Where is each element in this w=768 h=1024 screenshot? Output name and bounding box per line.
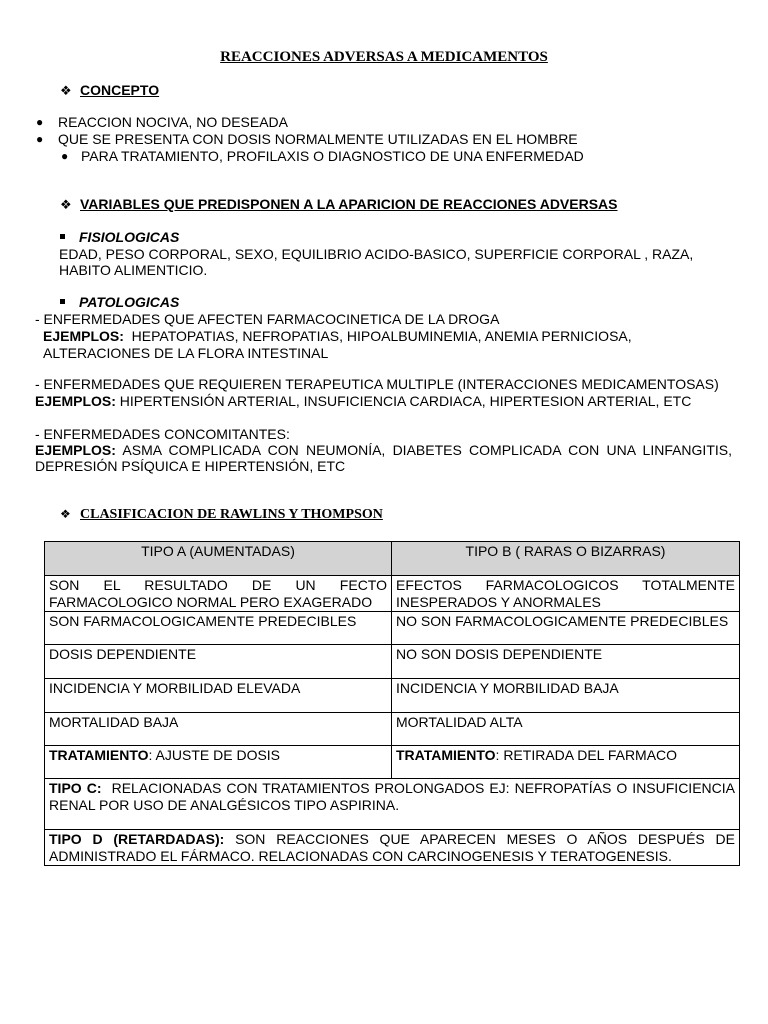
col-header-tipo-a: TIPO A (AUMENTADAS) xyxy=(45,542,392,576)
table-row xyxy=(45,576,740,612)
list-item: QUE SE PRESENTA CON DOSIS NORMALMENTE UTILIZADAS EN EL HOMBRE xyxy=(58,131,578,147)
table-row xyxy=(45,779,740,830)
examples-text: DEPRESIÓN PSÍQUICA E HIPERTENSIÓN, ETC xyxy=(35,458,346,474)
cell-line xyxy=(49,831,735,848)
list-item: PARA TRATAMIENTO, PROFILAXIS O DIAGNOSTICO DE UNA ENFERMEDAD xyxy=(81,148,584,164)
tipo-c-cell xyxy=(45,779,740,830)
tipo-d-cell xyxy=(45,830,740,866)
examples-label: EJEMPLOS: xyxy=(43,328,124,344)
table-cell: NO SON DOSIS DEPENDIENTE xyxy=(392,645,740,679)
concept-heading: CONCEPTO xyxy=(80,82,160,98)
variables-heading: VARIABLES QUE PREDISPONEN A LA APARICION DE REACCIONES ADVERSAS xyxy=(80,196,618,212)
bullet-icon: ● xyxy=(36,115,44,129)
patologicas-item: - ENFERMEDADES QUE AFECTEN FARMACOCINETICA DE LA DROGA xyxy=(35,311,500,327)
patologicas-heading: PATOLOGICAS xyxy=(79,294,180,310)
examples-label: EJEMPLOS: xyxy=(35,442,116,458)
table-row xyxy=(45,645,740,679)
treatment-label: TRATAMIENTO xyxy=(49,747,149,763)
square-bullet-icon xyxy=(60,299,65,304)
cell-line: SON EL RESULTADO DE UN FECTO xyxy=(49,577,387,593)
fisiologicas-heading-row xyxy=(60,229,179,246)
concept-section-heading xyxy=(60,82,159,100)
table-cell xyxy=(45,576,392,612)
tipo-c-label: TIPO C: xyxy=(49,780,102,796)
examples-line xyxy=(35,442,732,459)
cell-line: RENAL POR USO DE ANALGÉSICOS TIPO ASPIRINA. xyxy=(49,796,400,813)
bullet-icon: ● xyxy=(61,149,69,163)
cell-line: INESPERADOS Y ANORMALES xyxy=(396,593,601,610)
treatment-text: : AJUSTE DE DOSIS xyxy=(148,747,281,763)
treatment-label: TRATAMIENTO xyxy=(396,747,496,763)
examples-text: HIPERTENSIÓN ARTERIAL, INSUFICIENCIA CARDIACA, HIPERTESION ARTERIAL, ETC xyxy=(115,393,692,409)
diamond-bullet-icon: ❖ xyxy=(60,507,71,521)
bullet-icon: ● xyxy=(36,132,44,146)
tipo-d-text: SON REACCIONES QUE APARECEN MESES O AÑOS DESPUÉS DE xyxy=(224,831,735,847)
table-row xyxy=(45,746,740,779)
table-cell: SON FARMACOLOGICAMENTE PREDECIBLES xyxy=(45,612,392,645)
examples-line xyxy=(43,328,632,345)
treatment-text: : RETIRADA DEL FARMACO xyxy=(495,747,678,763)
page-title: REACCIONES ADVERSAS A MEDICAMENTOS xyxy=(220,49,548,65)
cell-line: FARMACOLOGICO NORMAL PERO EXAGERADO xyxy=(49,593,373,610)
table-cell xyxy=(392,576,740,612)
examples-text: ASMA COMPLICADA CON NEUMONÍA, DIABETES COMPLICADA CON UNA LINFANGITIS, xyxy=(115,442,732,458)
table-cell xyxy=(392,746,740,779)
cell-line: EFECTOS FARMACOLOGICOS TOTALMENTE xyxy=(396,577,735,593)
table-row xyxy=(45,830,740,866)
patologicas-item: - ENFERMEDADES QUE REQUIEREN TERAPEUTICA MULTIPLE (INTERACCIONES MEDICAMENTOSAS) xyxy=(35,376,719,392)
list-item: REACCION NOCIVA, NO DESEADA xyxy=(58,114,289,130)
table-row xyxy=(45,679,740,713)
examples-text: ALTERACIONES DE LA FLORA INTESTINAL xyxy=(43,345,329,361)
fisiologicas-line: HABITO ALIMENTICIO. xyxy=(59,262,208,278)
square-bullet-icon xyxy=(60,234,65,239)
table-cell: NO SON FARMACOLOGICAMENTE PREDECIBLES xyxy=(392,612,740,645)
tipo-c-text: RELACIONADAS CON TRATAMIENTOS PROLONGADOS EJ: NEFROPATÍAS O INSUFICIENCIA xyxy=(101,780,735,796)
patologicas-heading-row xyxy=(60,294,179,311)
fisiologicas-heading: FISIOLOGICAS xyxy=(79,229,180,245)
table-row xyxy=(45,713,740,746)
diamond-bullet-icon: ❖ xyxy=(60,197,72,212)
classification-table xyxy=(44,541,740,866)
table-cell: INCIDENCIA Y MORBILIDAD ELEVADA xyxy=(45,679,392,713)
examples-text: HEPATOPATIAS, NEFROPATIAS, HIPOALBUMINEMIA, ANEMIA PERNICIOSA, xyxy=(123,328,632,344)
examples-line xyxy=(35,393,691,410)
cell-line xyxy=(49,780,735,797)
fisiologicas-line: EDAD, PESO CORPORAL, SEXO, EQUILIBRIO ACIDO-BASICO, SUPERFICIE CORPORAL , RAZA, xyxy=(59,246,694,262)
diamond-bullet-icon: ❖ xyxy=(60,83,72,98)
table-cell: MORTALIDAD ALTA xyxy=(392,713,740,746)
table-cell xyxy=(45,746,392,779)
classification-section-heading xyxy=(60,507,383,523)
col-header-tipo-b: TIPO B ( RARAS O BIZARRAS) xyxy=(392,542,740,576)
tipo-d-label: TIPO D (RETARDADAS): xyxy=(49,831,225,847)
table-header-row xyxy=(45,542,740,576)
table-cell: MORTALIDAD BAJA xyxy=(45,713,392,746)
cell-line: ADMINISTRADO EL FÁRMACO. RELACIONADAS CON CARCINOGENESIS Y TERATOGENESIS. xyxy=(49,847,672,864)
table-cell: DOSIS DEPENDIENTE xyxy=(45,645,392,679)
table-cell: INCIDENCIA Y MORBILIDAD BAJA xyxy=(392,679,740,713)
classification-heading: CLASIFICACION DE RAWLINS Y THOMPSON xyxy=(80,507,383,522)
variables-section-heading xyxy=(60,196,618,214)
patologicas-item: - ENFERMEDADES CONCOMITANTES: xyxy=(35,426,290,442)
table-row xyxy=(45,612,740,645)
examples-label: EJEMPLOS: xyxy=(35,393,116,409)
